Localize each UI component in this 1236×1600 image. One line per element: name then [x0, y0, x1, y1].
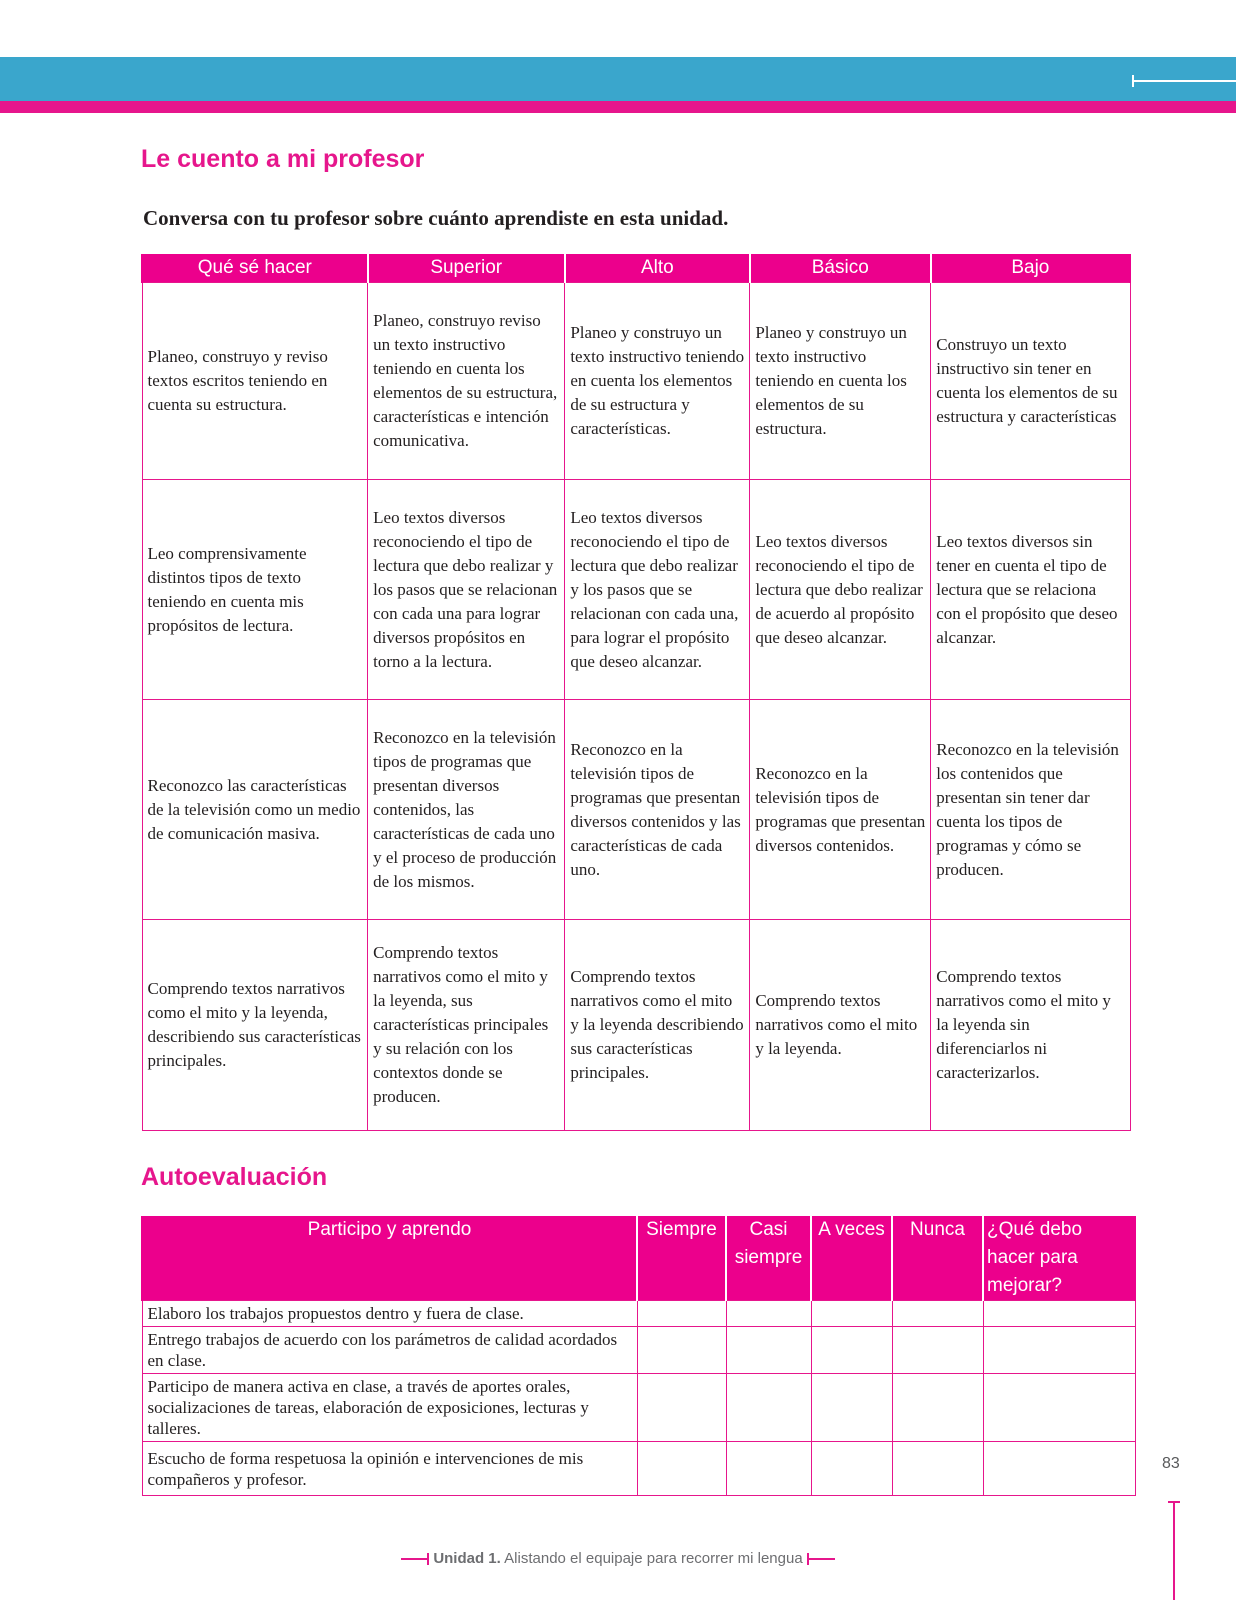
selfeval-header-participo: Participo y aprendo: [142, 1216, 637, 1301]
table-row: [142, 480, 1130, 700]
selfeval-cell-mejorar[interactable]: [983, 1442, 1135, 1496]
rubric-cell: Comprendo textos narrativos como el mito y la leyenda.: [750, 920, 931, 1131]
rubric-cell: Leo textos diversos reconociendo el tipo de lectura que debo realizar y los pasos que se relacionan con cada una, para lograr el propósito que deseo alcanzar.: [565, 480, 750, 700]
instruction-text: Conversa con tu profesor sobre cuánto aprendiste en esta unidad.: [143, 206, 729, 230]
selfeval-statement: Escucho de forma respetuosa la opinión e intervenciones de mis compañeros y profesor.: [142, 1442, 637, 1496]
rubric-header-que-se-hacer: Qué sé hacer: [142, 254, 368, 283]
rubric-cell: Construyo un texto instructivo sin tener en cuenta los elementos de su estructura y características: [931, 283, 1130, 480]
table-row: [142, 1442, 1135, 1496]
selfeval-cell-nunca[interactable]: [892, 1374, 983, 1442]
selfeval-cell-mejorar[interactable]: [983, 1301, 1135, 1327]
header-accent-line: [0, 101, 1236, 113]
selfeval-header-row: [142, 1216, 1135, 1301]
table-row: [142, 700, 1130, 920]
table-row: [142, 1327, 1135, 1374]
rubric-cell: Comprendo textos narrativos como el mito y la leyenda sin diferenciarlos ni caracterizarlos.: [931, 920, 1130, 1131]
selfeval-cell-siempre[interactable]: [637, 1301, 726, 1327]
rubric-header-basico: Básico: [750, 254, 931, 283]
selfeval-header-a-veces: A veces: [811, 1216, 892, 1301]
rubric-cell: Leo textos diversos reconociendo el tipo de lectura que debo realizar de acuerdo al propósito que deseo alcanzar.: [750, 480, 931, 700]
table-row: [142, 920, 1130, 1131]
rubric-header-alto: Alto: [565, 254, 750, 283]
selfeval-cell-mejorar[interactable]: [983, 1374, 1135, 1442]
selfeval-cell-a-veces[interactable]: [811, 1374, 892, 1442]
rubric-cell: Leo textos diversos reconociendo el tipo de lectura que debo realizar y los pasos que se relacionan con cada una para lograr diversos propósitos en torno a la lectura.: [368, 480, 565, 700]
selfeval-cell-casi-siempre[interactable]: [726, 1374, 811, 1442]
selfeval-cell-nunca[interactable]: [892, 1301, 983, 1327]
rubric-cell: Reconozco las características de la televisión como un medio de comunicación masiva.: [142, 700, 368, 920]
rubric-cell: Leo comprensivamente distintos tipos de texto teniendo en cuenta mis propósitos de lectura.: [142, 480, 368, 700]
selfeval-header-nunca: Nunca: [892, 1216, 983, 1301]
selfeval-cell-siempre[interactable]: [637, 1327, 726, 1374]
selfeval-cell-nunca[interactable]: [892, 1442, 983, 1496]
rubric-cell: Reconozco en la televisión los contenidos que presentan sin tener dar cuenta los tipos de programas y cómo se producen.: [931, 700, 1130, 920]
selfeval-statement: Participo de manera activa en clase, a través de aportes orales, socializaciones de tareas, elaboración de exposiciones, lecturas y talleres.: [142, 1374, 637, 1442]
selfeval-statement: Elaboro los trabajos propuestos dentro y fuera de clase.: [142, 1301, 637, 1327]
footer: [0, 1550, 1236, 1567]
rubric-header-superior: Superior: [368, 254, 565, 283]
selfeval-cell-siempre[interactable]: [637, 1442, 726, 1496]
selfeval-header-siempre: Siempre: [637, 1216, 726, 1301]
footer-unit: [433, 1550, 802, 1567]
rubric-cell: Planeo y construyo un texto instructivo teniendo en cuenta los elementos de su estructura y características.: [565, 283, 750, 480]
rubric-cell: Comprendo textos narrativos como el mito y la leyenda describiendo sus características principales.: [565, 920, 750, 1131]
selfeval-statement: Entrego trabajos de acuerdo con los parámetros de calidad acordados en clase.: [142, 1327, 637, 1374]
rubric-cell: Comprendo textos narrativos como el mito y la leyenda, sus características principales y su relación con los contextos donde se producen.: [368, 920, 565, 1131]
section-title-le-cuento: Le cuento a mi profesor: [141, 145, 425, 173]
rubric-cell: Planeo, construyo y reviso textos escritos teniendo en cuenta su estructura.: [142, 283, 368, 480]
selfeval-cell-casi-siempre[interactable]: [726, 1327, 811, 1374]
selfeval-cell-a-veces[interactable]: [811, 1327, 892, 1374]
footer-right-rule: [807, 1558, 835, 1560]
rubric-cell: Reconozco en la televisión tipos de programas que presentan diversos contenidos.: [750, 700, 931, 920]
rubric-header-row: [142, 254, 1130, 283]
rubric-cell: Planeo y construyo un texto instructivo teniendo en cuenta los elementos de su estructura.: [750, 283, 931, 480]
selfeval-cell-mejorar[interactable]: [983, 1327, 1135, 1374]
table-row: [142, 1301, 1135, 1327]
selfeval-header-mejorar: ¿Qué debo hacer para mejorar?: [983, 1216, 1135, 1301]
rubric-cell: Comprendo textos narrativos como el mito y la leyenda, describiendo sus características principales.: [142, 920, 368, 1131]
selfeval-cell-a-veces[interactable]: [811, 1442, 892, 1496]
rubric-cell: Reconozco en la televisión tipos de programas que presentan diversos contenidos, las características de cada uno y el proceso de producción de los mismos.: [368, 700, 565, 920]
footer-left-rule: [401, 1558, 429, 1560]
header-band: [0, 57, 1236, 101]
selfeval-cell-a-veces[interactable]: [811, 1301, 892, 1327]
header-corner-rule: [1132, 80, 1236, 82]
rubric-cell: Leo textos diversos sin tener en cuenta el tipo de lectura que se relaciona con el propósito que deseo alcanzar.: [931, 480, 1130, 700]
selfeval-header-casi-siempre: Casi siempre: [726, 1216, 811, 1301]
table-row: [142, 1374, 1135, 1442]
rubric-header-bajo: Bajo: [931, 254, 1130, 283]
selfeval-cell-nunca[interactable]: [892, 1327, 983, 1374]
rubric-cell: Planeo, construyo reviso un texto instructivo teniendo en cuenta los elementos de su estructura, características e intención comunicativa.: [368, 283, 565, 480]
selfeval-cell-casi-siempre[interactable]: [726, 1301, 811, 1327]
header-corner-tick: [1132, 75, 1134, 87]
footer-unit-title: Alistando el equipaje para recorrer mi lengua: [504, 1550, 803, 1567]
footer-unit-label: Unidad 1.: [433, 1550, 501, 1567]
section-title-autoevaluacion: Autoevaluación: [141, 1163, 328, 1191]
rubric-table: [141, 254, 1131, 1131]
rubric-cell: Reconozco en la televisión tipos de programas que presentan diversos contenidos y las características de cada uno.: [565, 700, 750, 920]
page-number: 83: [1162, 1455, 1180, 1472]
selfeval-cell-siempre[interactable]: [637, 1374, 726, 1442]
table-row: [142, 283, 1130, 480]
self-evaluation-table: [141, 1216, 1136, 1496]
selfeval-cell-casi-siempre[interactable]: [726, 1442, 811, 1496]
